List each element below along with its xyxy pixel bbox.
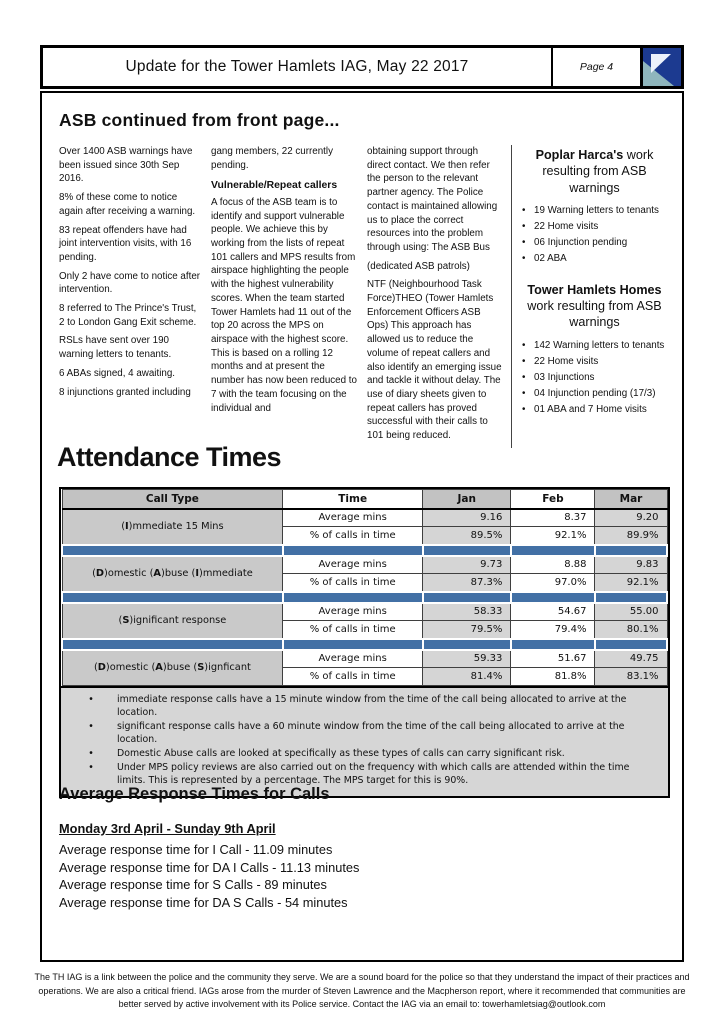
value-cell: 9.73 <box>423 556 511 574</box>
paragraph: 8% of these come to notice again after receiving a warning. <box>59 192 196 217</box>
page-number: Page 4 <box>553 48 643 86</box>
metric-label-cell: % of calls in time <box>283 668 423 686</box>
value-cell: 9.83 <box>595 556 667 574</box>
value-cell: 9.16 <box>423 509 511 527</box>
separator-cell <box>62 592 283 603</box>
separator-row <box>62 639 667 650</box>
bullet-icon: • <box>522 403 526 415</box>
bullet-item <box>520 340 669 353</box>
value-cell: 97.0% <box>511 574 595 592</box>
separator-cell <box>283 639 423 650</box>
asb-column-1 <box>59 145 211 448</box>
housing-sidebar <box>511 145 669 448</box>
col-header-jan: Jan <box>423 490 511 509</box>
bullet-icon: • <box>88 747 94 759</box>
separator-cell <box>511 592 595 603</box>
value-cell: 79.5% <box>423 621 511 639</box>
note-text: immediate response calls have a 15 minute window from the time of the call being allocated to arrive at the location. <box>117 694 627 718</box>
response-line: Average response time for S Calls - 89 minutes <box>59 877 327 892</box>
bullet-icon: • <box>522 355 526 367</box>
metric-label-cell: Average mins <box>283 556 423 574</box>
bullet-text: 22 Home visits <box>534 221 599 232</box>
separator-row <box>62 545 667 556</box>
metric-label-cell: Average mins <box>283 650 423 668</box>
value-cell: 58.33 <box>423 603 511 621</box>
call-type-cell: (S)ignificant response <box>62 603 283 639</box>
paragraph: 8 injunctions granted including <box>59 386 191 398</box>
bullet-text: 06 Injunction pending <box>534 236 628 248</box>
call-type-cell: (D)omestic (A)buse (S)ignficant <box>62 650 283 686</box>
bullet-icon: • <box>522 236 526 248</box>
note-item <box>65 721 658 747</box>
separator-cell <box>283 545 423 556</box>
bullet-text: 04 Injunction pending (17/3) <box>534 387 656 399</box>
paragraph: (dedicated ASB patrols) <box>367 260 470 272</box>
note-item <box>65 762 658 788</box>
bullet-icon: • <box>88 694 94 705</box>
thh-heading: Tower Hamlets Homes work resulting from ASB warnings <box>527 282 662 330</box>
metric-label-cell: Average mins <box>283 509 423 527</box>
note-item <box>65 694 658 720</box>
table-notes <box>61 686 668 796</box>
response-times-list <box>59 841 359 911</box>
metric-label-cell: % of calls in time <box>283 527 423 545</box>
separator-cell <box>595 639 667 650</box>
col-header-time: Time <box>283 490 423 509</box>
asb-section-heading: ASB continued from front page... <box>59 110 340 130</box>
value-cell: 9.20 <box>595 509 667 527</box>
note-text: Domestic Abuse calls are looked at specifically as these types of calls can carry significant risk. <box>117 747 565 759</box>
value-cell: 83.1% <box>595 668 667 686</box>
bullet-item <box>520 237 669 250</box>
separator-cell <box>283 592 423 603</box>
bullet-text: 19 Warning letters to tenants <box>534 205 659 217</box>
paragraph: RSLs have sent over 190 warning letters to tenants. <box>59 335 172 361</box>
value-cell: 92.1% <box>511 527 595 545</box>
separator-cell <box>423 592 511 603</box>
bullet-text: 142 Warning letters to tenants <box>534 339 665 351</box>
table-row <box>62 556 667 574</box>
separator-cell <box>511 545 595 556</box>
page-title: Update for the Tower Hamlets IAG, May 22 2017 <box>43 48 553 86</box>
value-cell: 87.3% <box>423 574 511 592</box>
paragraph: gang members, 22 currently pending. <box>211 146 333 171</box>
paragraph: 6 ABAs signed, 4 awaiting. <box>59 367 176 379</box>
value-cell: 89.5% <box>423 527 511 545</box>
thh-bullets <box>520 340 669 417</box>
bullet-item <box>520 404 669 417</box>
page-header <box>40 45 684 89</box>
table-row <box>62 650 667 668</box>
bullet-text: 01 ABA and 7 Home visits <box>534 403 647 415</box>
separator-row <box>62 592 667 603</box>
iag-logo-icon <box>643 48 681 86</box>
paragraph: Over 1400 ASB warnings have been issued since 30th Sep 2016. <box>59 146 193 185</box>
col-header-call-type: Call Type <box>62 490 283 509</box>
value-cell: 55.00 <box>595 603 667 621</box>
metric-label-cell: % of calls in time <box>283 621 423 639</box>
call-type-cell: (D)omestic (A)buse (I)mmediate <box>62 556 283 592</box>
col-header-feb: Feb <box>511 490 595 509</box>
metric-label-cell: Average mins <box>283 603 423 621</box>
response-line: Average response time for DA I Calls - 11.13 minutes <box>59 859 360 875</box>
value-cell: 79.4% <box>511 621 595 639</box>
poplar-harca-heading: Poplar Harca's work resulting from ASB warnings <box>535 148 654 195</box>
note-text: Under MPS policy reviews are also carried out on the frequency with which calls are attended within the time limits. This is represented by a percentage. The MPS target for this is 90%. <box>117 761 630 786</box>
value-cell: 54.67 <box>511 603 595 621</box>
bullet-item <box>520 253 669 266</box>
col-header-mar: Mar <box>595 490 667 509</box>
value-cell: 49.75 <box>595 650 667 668</box>
separator-cell <box>62 639 283 650</box>
bullet-item <box>520 205 669 218</box>
value-cell: 92.1% <box>595 574 667 592</box>
value-cell: 8.88 <box>511 556 595 574</box>
bullet-icon: • <box>522 252 526 264</box>
separator-cell <box>595 592 667 603</box>
bullet-text: 03 Injunctions <box>534 371 595 383</box>
iag-logo-graphic <box>643 48 681 86</box>
content-frame <box>40 91 684 962</box>
bullet-icon: • <box>522 387 526 399</box>
separator-cell <box>511 639 595 650</box>
note-text: significant response calls have a 60 minute window from the time of the call being allocated to arrive at the location. <box>117 720 625 745</box>
paragraph: Only 2 have come to notice after intervention. <box>59 270 201 296</box>
poplar-harca-bullets <box>520 205 669 266</box>
bullet-text: 02 ABA <box>534 252 567 264</box>
value-cell: 81.4% <box>423 668 511 686</box>
attendance-table <box>59 487 670 798</box>
bullet-icon: • <box>522 371 526 383</box>
value-cell: 81.8% <box>511 668 595 686</box>
paragraph: obtaining support through direct contact. We then refer the person to the relevant partner agency. The Police contact is maintained allowing us to place the correct resources into the problem through using: The ASB Bus <box>367 146 498 253</box>
footer-text: The TH IAG is a link between the police and the community they serve. We are a sound board for the police so that they understand the impact of their practices and operations. We are also a critical friend. IAGs arose from the murder of Steven Lawrence and the Macpherson report, where it recommended that communities are better served by active involvement with its Police service. Contact the IAG via an email to: towerhamletsiag@outlook.com <box>34 972 690 1009</box>
bullet-icon: • <box>522 339 526 351</box>
week-range-label: Monday 3rd April - Sunday 9th April <box>59 821 276 836</box>
paragraph: A focus of the ASB team is to identify and support vulnerable people. We achieve this by working from the lists of repeat 101 callers and MPS results from airspace highlighting the people with the highest vulnerability scores. When the team started Tower Hamlets had 11 out of the top 20 across the MPS on airspace with the highest score. This is based on a rolling 12 months and at present the number has now been reduced to 7 with the team focusing on the individual and <box>211 196 357 414</box>
bullet-icon: • <box>522 205 526 217</box>
bullet-icon: • <box>522 221 526 232</box>
note-item <box>65 748 658 761</box>
response-line: Average response time for I Call - 11.09 minutes <box>59 842 333 857</box>
bullet-item <box>520 372 669 385</box>
response-line: Average response time for DA S Calls - 54 minutes <box>59 894 348 910</box>
table-row <box>62 509 667 527</box>
bullet-text: 22 Home visits <box>534 355 599 367</box>
paragraph: NTF (Neighbourhood Task Force)THEO (Tower Hamlets Enforcement Officers ASB Ops) This approach has allowed us to reduce the volume of repeat callers and also identify an emerging issue and tackle it without delay. The use of diary sheets given to repeat callers has proved successful with their calls to 101 being reduced. <box>367 279 502 442</box>
bullet-icon: • <box>88 720 94 732</box>
separator-cell <box>62 545 283 556</box>
bullet-item <box>520 221 669 234</box>
attendance-times-grid <box>61 489 668 686</box>
value-cell: 51.67 <box>511 650 595 668</box>
table-header-row <box>62 490 667 509</box>
table-row <box>62 603 667 621</box>
vulnerable-callers-subheading: Vulnerable/Repeat callers <box>211 180 338 192</box>
attendance-heading: Attendance Times <box>57 442 282 472</box>
value-cell: 59.33 <box>423 650 511 668</box>
paragraph: 83 repeat offenders have had joint intervention visits, with 16 pending. <box>59 224 192 263</box>
separator-cell <box>423 545 511 556</box>
metric-label-cell: % of calls in time <box>283 574 423 592</box>
bullet-item <box>520 388 669 401</box>
asb-columns <box>59 145 669 448</box>
bullet-icon: • <box>88 761 94 773</box>
separator-cell <box>423 639 511 650</box>
call-type-cell: (I)mmediate 15 Mins <box>62 509 283 545</box>
separator-cell <box>595 545 667 556</box>
value-cell: 89.9% <box>595 527 667 545</box>
asb-column-2 <box>211 145 367 448</box>
response-times-heading: Average Response Times for Calls <box>59 785 330 803</box>
bullet-item <box>520 356 669 369</box>
value-cell: 8.37 <box>511 509 595 527</box>
value-cell: 80.1% <box>595 621 667 639</box>
asb-column-3 <box>367 145 511 448</box>
paragraph: 8 referred to The Prince's Trust, 2 to London Gang Exit scheme. <box>59 303 197 328</box>
